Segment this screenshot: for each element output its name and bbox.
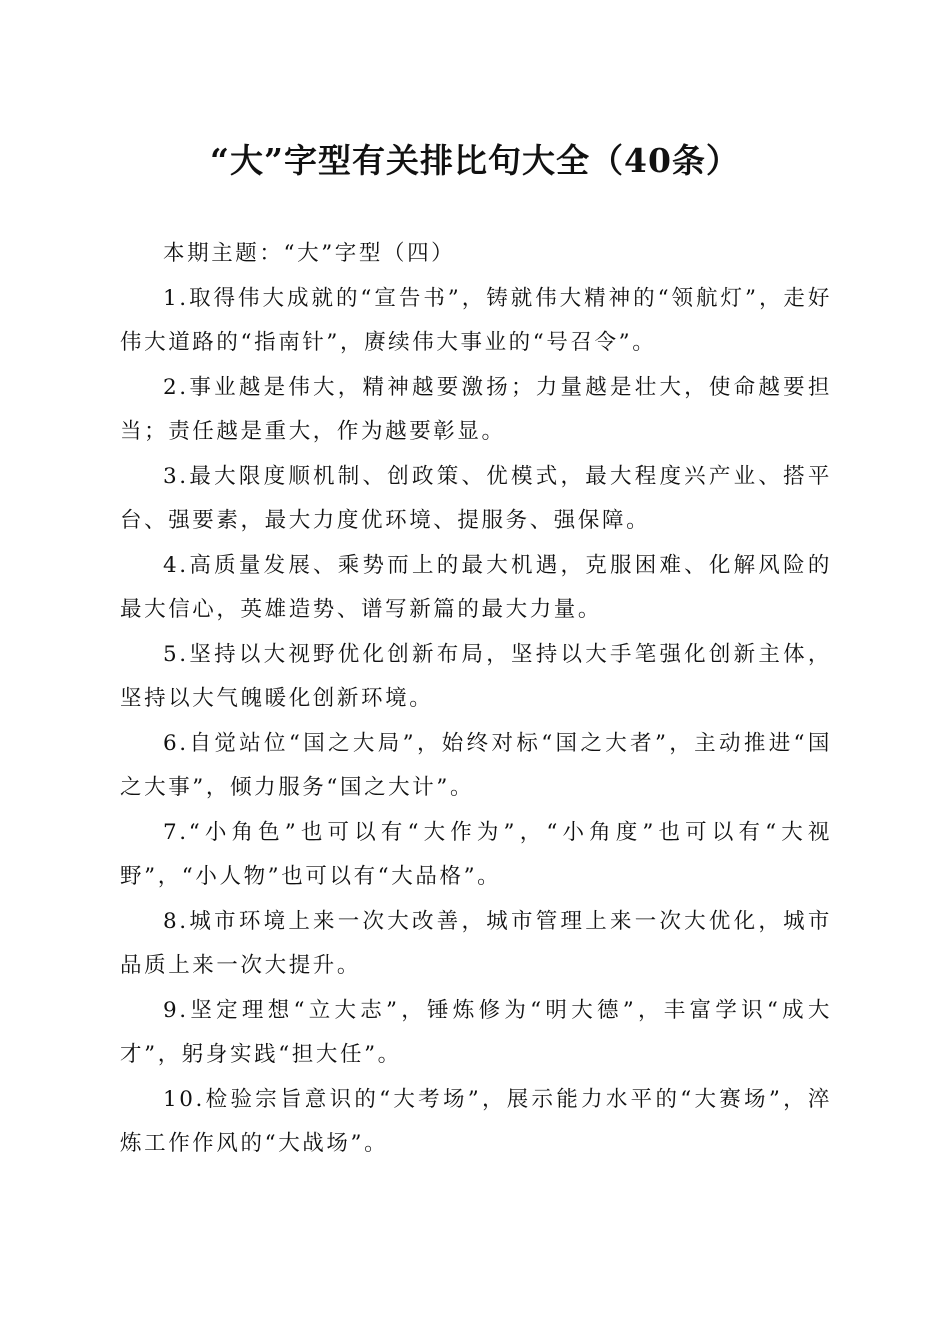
document-body [120, 232, 832, 1167]
list-item-2: 2.事业越是伟大，精神越要激扬；力量越是壮大，使命越要担当；责任越是重大，作为越要彰显。 [120, 374, 832, 444]
list-item-6: 6.自觉站位“国之大局”，始终对标“国之大者”，主动推进“国之大事”，倾力服务“国之大计”。 [120, 730, 832, 800]
document-subtitle: 本期主题：“大”字型（四） [163, 241, 456, 266]
list-item-3: 3.最大限度顺机制、创政策、优模式，最大程度兴产业、搭平台、强要素，最大力度优环境、提服务、强保障。 [120, 463, 832, 533]
list-item-4: 4.高质量发展、乘势而上的最大机遇，克服困难、化解风险的最大信心，英雄造势、谱写新篇的最大力量。 [120, 552, 832, 622]
document-title: “大”字型有关排比句大全（40条） [210, 141, 740, 180]
list-item-5: 5.坚持以大视野优化创新布局，坚持以大手笔强化创新主体，坚持以大气魄暖化创新环境。 [120, 641, 832, 711]
list-item-1: 1.取得伟大成就的“宣告书”，铸就伟大精神的“领航灯”，走好伟大道路的“指南针”，赓续伟大事业的“号召令”。 [120, 285, 832, 355]
list-item-10: 10.检验宗旨意识的“大考场”，展示能力水平的“大赛场”，淬炼工作作风的“大战场”。 [120, 1086, 832, 1156]
list-item-7: 7.“小角色”也可以有“大作为”，“小角度”也可以有“大视野”，“小人物”也可以有“大品格”。 [120, 819, 832, 889]
list-item-9: 9.坚定理想“立大志”，锤炼修为“明大德”，丰富学识“成大才”，躬身实践“担大任”。 [120, 997, 832, 1067]
list-item-8: 8.城市环境上来一次大改善，城市管理上来一次大优化，城市品质上来一次大提升。 [120, 908, 832, 978]
